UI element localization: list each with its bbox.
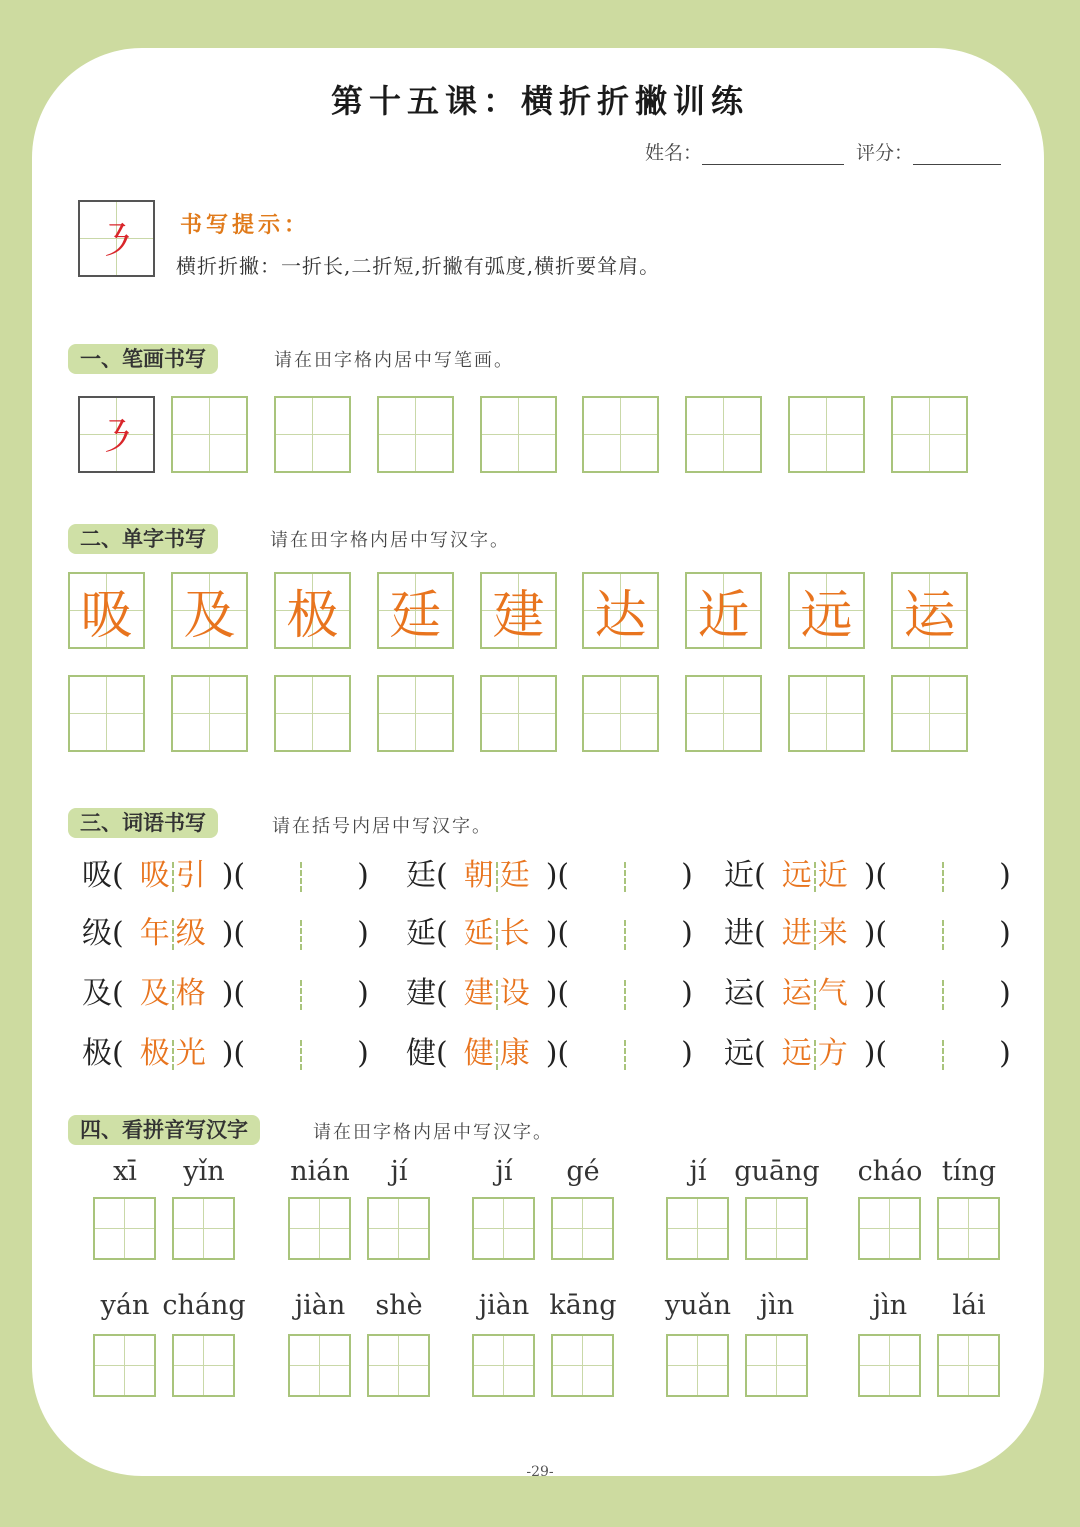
- answer-blank[interactable]: [569, 972, 681, 1016]
- word-char: 格: [175, 976, 206, 1011]
- pinyin-label: tíng: [941, 1156, 997, 1187]
- open-paren: (: [112, 976, 124, 1011]
- word-char: 建: [463, 976, 494, 1011]
- word-row: [406, 912, 693, 956]
- model-char-box: [685, 572, 762, 649]
- base-char: 近: [724, 858, 754, 893]
- practice-box[interactable]: [582, 675, 659, 752]
- divider: [496, 920, 498, 950]
- answer-blank[interactable]: [887, 1032, 999, 1076]
- name-field[interactable]: [645, 138, 844, 165]
- pinyin-label: kāng: [549, 1290, 617, 1321]
- pinyin-label: yuǎn: [664, 1290, 732, 1321]
- answer-blank[interactable]: [569, 912, 681, 956]
- base-char: 廷: [406, 858, 436, 893]
- section2-instruction: 请在田字格内居中写汉字。: [270, 530, 510, 551]
- tip-text: 横折折撇：一折长,二折短,折撇有弧度,横折要耸肩。: [176, 254, 661, 278]
- pinyin-label: cháng: [162, 1290, 246, 1321]
- model-char-box: [582, 572, 659, 649]
- page-number: -29-: [526, 1464, 554, 1480]
- answer-box[interactable]: [666, 1334, 729, 1397]
- close-paren: )(: [863, 976, 888, 1011]
- word-row: [724, 972, 1011, 1016]
- answer-box[interactable]: [858, 1334, 921, 1397]
- base-char: 级: [82, 916, 112, 951]
- pinyin-label: jí: [390, 1156, 408, 1187]
- answer-box[interactable]: [172, 1197, 235, 1260]
- divider: [496, 980, 498, 1010]
- answer-blank[interactable]: [569, 854, 681, 898]
- model-char: 及: [183, 586, 236, 646]
- practice-box[interactable]: [171, 675, 248, 752]
- word-row: [82, 1032, 369, 1076]
- answer-box[interactable]: [367, 1334, 430, 1397]
- model-char-box: [68, 572, 145, 649]
- name-blank[interactable]: [702, 144, 844, 165]
- word-row: [82, 854, 369, 898]
- close-paren: )(: [545, 858, 570, 893]
- word-char: 进: [781, 916, 812, 951]
- base-char: 及: [82, 976, 112, 1011]
- close-paren: ): [681, 916, 693, 951]
- model-char: 远: [800, 586, 853, 646]
- model-char: 运: [903, 586, 956, 646]
- word-char: 气: [817, 976, 848, 1011]
- answer-box[interactable]: [93, 1197, 156, 1260]
- divider: [496, 1040, 498, 1070]
- pinyin-label: cháo: [857, 1156, 923, 1187]
- practice-box[interactable]: [480, 675, 557, 752]
- answer-box[interactable]: [472, 1334, 535, 1397]
- open-paren: (: [436, 976, 448, 1011]
- divider: [172, 920, 174, 950]
- model-char: 极: [286, 586, 339, 646]
- answer-blank[interactable]: [887, 912, 999, 956]
- word-char: 近: [817, 858, 848, 893]
- practice-box[interactable]: [685, 396, 762, 473]
- divider: [814, 920, 816, 950]
- answer-blank[interactable]: [887, 854, 999, 898]
- word-row: [724, 1032, 1011, 1076]
- model-char-box: [891, 572, 968, 649]
- practice-box[interactable]: [68, 675, 145, 752]
- answer-box[interactable]: [937, 1197, 1000, 1260]
- tip-title: 书写提示：: [180, 212, 311, 238]
- close-paren: ): [357, 916, 369, 951]
- base-char: 运: [724, 976, 754, 1011]
- close-paren: ): [357, 976, 369, 1011]
- word-char: 年: [139, 916, 170, 951]
- divider: [814, 862, 816, 892]
- model-char: 达: [594, 586, 647, 646]
- word-char: 吸: [139, 858, 170, 893]
- pinyin-label: yǐn: [183, 1156, 225, 1187]
- close-paren: ): [357, 1036, 369, 1071]
- answer-blank[interactable]: [245, 1032, 357, 1076]
- model-char: 近: [697, 586, 750, 646]
- open-paren: (: [754, 1036, 766, 1071]
- answer-box[interactable]: [666, 1197, 729, 1260]
- answer-blank[interactable]: [245, 854, 357, 898]
- section1-heading: 一、笔画书写: [68, 344, 218, 374]
- word-row: [406, 854, 693, 898]
- open-paren: (: [436, 916, 448, 951]
- close-paren: )(: [221, 916, 246, 951]
- pinyin-label: jìn: [872, 1290, 908, 1321]
- word-char: 来: [817, 916, 848, 951]
- base-char: 建: [406, 976, 436, 1011]
- practice-box[interactable]: [891, 675, 968, 752]
- practice-box[interactable]: [891, 396, 968, 473]
- word-char: 廷: [499, 858, 530, 893]
- divider: [172, 862, 174, 892]
- practice-box[interactable]: [377, 396, 454, 473]
- section2-heading: 二、单字书写: [68, 524, 218, 554]
- answer-box[interactable]: [858, 1197, 921, 1260]
- word-char: 运: [781, 976, 812, 1011]
- close-paren: )(: [545, 1036, 570, 1071]
- word-row: [724, 854, 1011, 898]
- open-paren: (: [112, 1036, 124, 1071]
- answer-box[interactable]: [93, 1334, 156, 1397]
- pinyin-label: jiàn: [478, 1290, 530, 1321]
- tip-sample-box: [78, 200, 155, 277]
- model-char-box: [788, 572, 865, 649]
- divider: [172, 980, 174, 1010]
- pinyin-label: guāng: [734, 1156, 820, 1187]
- practice-box[interactable]: [788, 396, 865, 473]
- close-paren: ): [681, 858, 693, 893]
- word-char: 延: [463, 916, 494, 951]
- name-label: 姓名：: [645, 142, 703, 164]
- answer-blank[interactable]: [569, 1032, 681, 1076]
- word-char: 方: [817, 1036, 848, 1071]
- close-paren: ): [681, 976, 693, 1011]
- model-char: 建: [492, 586, 545, 646]
- base-char: 进: [724, 916, 754, 951]
- close-paren: )(: [221, 1036, 246, 1071]
- word-char: 远: [781, 858, 812, 893]
- word-char: 极: [139, 1036, 170, 1071]
- word-row: [406, 1032, 693, 1076]
- section3-heading: 三、词语书写: [68, 808, 218, 838]
- pinyin-label: jí: [689, 1156, 707, 1187]
- open-paren: (: [112, 858, 124, 893]
- answer-blank[interactable]: [245, 972, 357, 1016]
- close-paren: ): [999, 1036, 1011, 1071]
- practice-box[interactable]: [788, 675, 865, 752]
- close-paren: )(: [545, 976, 570, 1011]
- practice-box[interactable]: [377, 675, 454, 752]
- word-char: 健: [463, 1036, 494, 1071]
- word-char: 引: [175, 858, 206, 893]
- open-paren: (: [754, 916, 766, 951]
- close-paren: )(: [863, 1036, 888, 1071]
- pinyin-label: yán: [100, 1290, 150, 1321]
- divider: [814, 1040, 816, 1070]
- open-paren: (: [436, 858, 448, 893]
- word-char: 及: [139, 976, 170, 1011]
- answer-box[interactable]: [288, 1197, 351, 1260]
- base-char: 延: [406, 916, 436, 951]
- answer-blank[interactable]: [887, 972, 999, 1016]
- pinyin-label: xī: [113, 1156, 137, 1187]
- word-char: 朝: [463, 858, 494, 893]
- section4-instruction: 请在田字格内居中写汉字。: [313, 1122, 553, 1143]
- word-row: [82, 972, 369, 1016]
- word-row: [406, 972, 693, 1016]
- base-char: 远: [724, 1036, 754, 1071]
- practice-box[interactable]: [685, 675, 762, 752]
- base-char: 极: [82, 1036, 112, 1071]
- pinyin-label: gé: [566, 1156, 600, 1187]
- answer-box[interactable]: [745, 1334, 808, 1397]
- answer-box[interactable]: [288, 1334, 351, 1397]
- word-char: 长: [499, 916, 530, 951]
- open-paren: (: [436, 1036, 448, 1071]
- score-field[interactable]: [856, 138, 1001, 165]
- word-char: 远: [781, 1036, 812, 1071]
- word-char: 设: [499, 976, 530, 1011]
- section1-instruction: 请在田字格内居中写笔画。: [274, 350, 514, 371]
- close-paren: )(: [221, 976, 246, 1011]
- close-paren: ): [999, 916, 1011, 951]
- close-paren: )(: [863, 858, 888, 893]
- base-char: 吸: [82, 858, 112, 893]
- divider: [496, 862, 498, 892]
- pinyin-label: nián: [290, 1156, 350, 1187]
- practice-box[interactable]: [480, 396, 557, 473]
- close-paren: ): [999, 858, 1011, 893]
- word-row: [724, 912, 1011, 956]
- model-char: 廷: [389, 586, 442, 646]
- close-paren: )(: [221, 858, 246, 893]
- divider: [814, 980, 816, 1010]
- answer-box[interactable]: [367, 1197, 430, 1260]
- pinyin-label: shè: [375, 1290, 423, 1321]
- model-char-box: [171, 572, 248, 649]
- pinyin-label: jí: [495, 1156, 513, 1187]
- word-char: 级: [175, 916, 206, 951]
- section3-instruction: 请在括号内居中写汉字。: [272, 816, 492, 837]
- practice-box[interactable]: [171, 396, 248, 473]
- open-paren: (: [754, 976, 766, 1011]
- page-title: 第十五课：横折折撇训练: [330, 82, 749, 120]
- close-paren: ): [357, 858, 369, 893]
- close-paren: ): [999, 976, 1011, 1011]
- open-paren: (: [112, 916, 124, 951]
- word-char: 康: [499, 1036, 530, 1071]
- practice-box[interactable]: [582, 396, 659, 473]
- score-label: 评分：: [856, 142, 914, 164]
- model-char-box: [377, 572, 454, 649]
- section4-heading: 四、看拼音写汉字: [68, 1115, 260, 1145]
- model-char-box: [480, 572, 557, 649]
- model-char-box: [274, 572, 351, 649]
- close-paren: )(: [863, 916, 888, 951]
- answer-box[interactable]: [472, 1197, 535, 1260]
- stroke-sample: ㇋: [96, 415, 137, 461]
- answer-box[interactable]: [937, 1334, 1000, 1397]
- close-paren: )(: [545, 916, 570, 951]
- base-char: 健: [406, 1036, 436, 1071]
- divider: [172, 1040, 174, 1070]
- answer-blank[interactable]: [245, 912, 357, 956]
- answer-box[interactable]: [172, 1334, 235, 1397]
- answer-box[interactable]: [745, 1197, 808, 1260]
- answer-box[interactable]: [551, 1197, 614, 1260]
- pinyin-label: jiàn: [294, 1290, 346, 1321]
- word-row: [82, 912, 369, 956]
- pinyin-label: lái: [952, 1290, 986, 1321]
- close-paren: ): [681, 1036, 693, 1071]
- stroke-sample: ㇋: [96, 219, 137, 265]
- word-char: 光: [175, 1036, 206, 1071]
- stroke-sample-box: [78, 396, 155, 473]
- pinyin-label: jìn: [759, 1290, 795, 1321]
- model-char: 吸: [80, 586, 133, 646]
- practice-box[interactable]: [274, 396, 351, 473]
- open-paren: (: [754, 858, 766, 893]
- score-blank[interactable]: [913, 144, 1001, 165]
- practice-box[interactable]: [274, 675, 351, 752]
- answer-box[interactable]: [551, 1334, 614, 1397]
